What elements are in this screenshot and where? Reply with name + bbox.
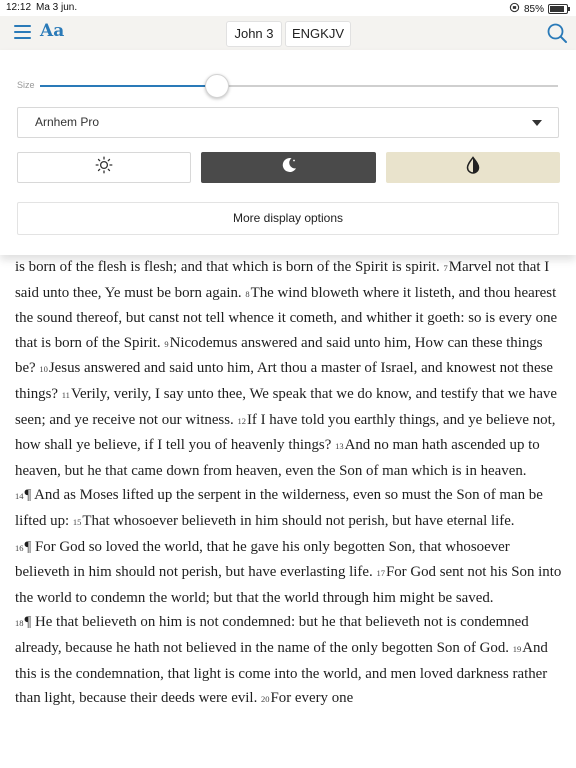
verse-text: ¶ He that believeth on him is not condemned: but he that believeth not is condemned already, because he hath not believed in the name of the only begotten Son of God. xyxy=(15,614,529,656)
verse-number: 20 xyxy=(261,694,270,705)
moon-icon xyxy=(280,156,298,179)
verse-text: If I have told you earthly things, and ye believe not, how shall ye believe, if I tell you of heavenly things? xyxy=(15,411,556,454)
status-bar xyxy=(0,0,576,16)
verse-text: For every one xyxy=(270,690,354,707)
verse-text: For God sent not his Son into the world to condemn the world; but that the world through him might be saved. xyxy=(15,564,562,606)
verse-number: 11 xyxy=(61,389,70,400)
verse-text: Marvel not that I said unto thee, Ye must be born again. xyxy=(15,259,550,301)
theme-sepia-button[interactable] xyxy=(386,152,560,183)
verse-number: 9 xyxy=(164,338,169,349)
verse-number: 14 xyxy=(15,491,24,502)
scripture-paragraph xyxy=(15,255,563,483)
sun-icon xyxy=(95,156,113,179)
display-options-panel xyxy=(0,50,576,255)
top-toolbar xyxy=(0,16,576,50)
verse-text: Verily, verily, I say unto thee, We speak that we do know, and testify that we have seen; and ye receive not our witness. xyxy=(15,385,557,428)
battery-icon xyxy=(548,4,568,14)
verse-text: That whosoever believeth in him should not perish, but have eternal life. xyxy=(82,512,515,529)
status-date: Ma 3 jun. xyxy=(36,2,78,13)
scripture-text xyxy=(15,255,563,712)
verse-text: And this is the condemnation, that light is come into the world, and men loved darkness rather than light, because their deeds were evil. xyxy=(15,639,548,707)
more-display-options-button[interactable]: More display options xyxy=(17,202,559,235)
battery-percent: 85% xyxy=(523,3,544,15)
scripture-paragraph xyxy=(15,483,563,534)
verse-number: 7 xyxy=(443,263,448,273)
slider-fill xyxy=(40,85,216,87)
search-icon[interactable] xyxy=(546,22,568,44)
font-select-value: Arnhem Pro xyxy=(35,115,100,129)
verse-number: 18 xyxy=(15,618,24,629)
orientation-lock-icon xyxy=(509,2,520,16)
slider-thumb[interactable] xyxy=(205,74,229,98)
verse-text: Jesus answered and said unto him, Art thou a master of Israel, and knowest not these things? xyxy=(15,360,553,402)
verse-text: ¶ And as Moses lifted up the serpent in the wilderness, even so must the Son of man be lifted up: xyxy=(15,487,543,529)
status-right xyxy=(509,2,568,16)
verse-number: 13 xyxy=(335,441,344,452)
text-settings-button[interactable]: Aa xyxy=(40,21,65,41)
verse-text: The wind bloweth where it listeth, and thou hearest the sound thereof, but canst not tell whence it cometh, and whither it goeth: so is every one that is born of the Spirit. xyxy=(15,284,558,351)
verse-number: 15 xyxy=(72,516,82,527)
verse-number: 12 xyxy=(237,415,246,426)
verse-text: is born of the flesh is flesh; and that which is born of the Spirit is spirit. xyxy=(15,259,444,275)
theme-dark-button[interactable] xyxy=(201,152,376,183)
font-size-slider[interactable] xyxy=(40,85,558,87)
scripture-paragraph xyxy=(15,535,563,611)
version-button[interactable]: ENGKJV xyxy=(285,21,351,47)
verse-number: 8 xyxy=(245,288,250,299)
verse-text: ¶ For God so loved the world, that he gave his only begotten Son, that whosoever believeth in him should not perish, but have everlasting life. xyxy=(15,538,510,581)
verse-text: Nicodemus answered and said unto him, How can these things be? xyxy=(15,334,543,377)
book-chapter-button[interactable]: John 3 xyxy=(226,21,282,47)
verse-number: 10 xyxy=(39,364,48,375)
font-select[interactable] xyxy=(17,107,559,138)
contrast-drop-icon xyxy=(465,156,481,179)
verse-number: 16 xyxy=(15,542,24,553)
verse-number: 17 xyxy=(376,568,385,579)
size-label: Size xyxy=(17,80,35,90)
theme-light-button[interactable] xyxy=(17,152,191,183)
caret-down-icon xyxy=(532,120,542,126)
menu-icon[interactable] xyxy=(14,25,31,39)
verse-number: 19 xyxy=(512,643,522,654)
scripture-paragraph xyxy=(15,610,563,711)
status-time: 12:12 xyxy=(6,2,32,13)
verse-text: And no man hath ascended up to heaven, but he that came down from heaven, even the Son of man which is in heaven. xyxy=(15,437,540,479)
